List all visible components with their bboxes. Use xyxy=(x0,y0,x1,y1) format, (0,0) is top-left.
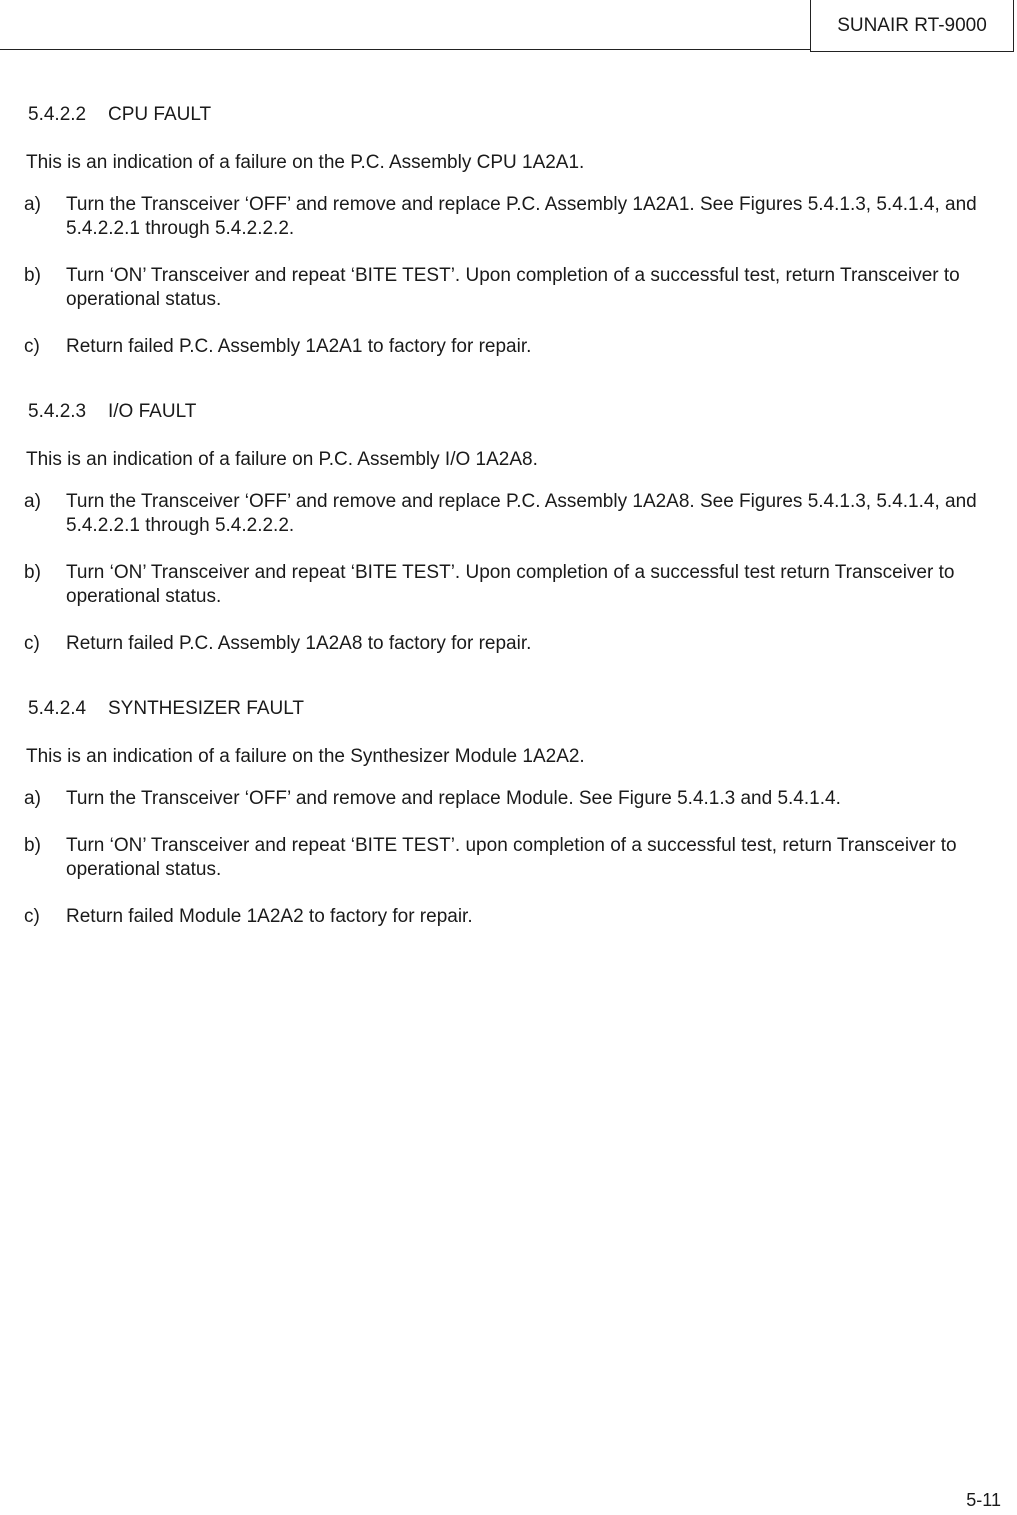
document-title: SUNAIR RT-9000 xyxy=(837,14,987,36)
step-text: Return failed Module 1A2A2 to factory for repair. xyxy=(66,906,473,927)
document-body xyxy=(20,104,1015,971)
step-text: Turn the Transceiver ‘OFF’ and remove and replace P.C. Assembly 1A2A1. See Figures 5.4.1.3, 5.4.1.4, and 5.4.2.2.1 through 5.4.2.2.2. xyxy=(66,194,977,239)
step-letter: a) xyxy=(24,788,41,809)
section-title: CPU FAULT xyxy=(108,104,212,125)
step-letter: b) xyxy=(24,835,41,856)
page-number: 5-11 xyxy=(966,1490,1001,1510)
section-heading xyxy=(28,104,1015,126)
step-text: Turn the Transceiver ‘OFF’ and remove and replace Module. See Figure 5.4.1.3 and 5.4.1.4. xyxy=(66,788,841,809)
step-item xyxy=(20,335,1015,359)
section-io-fault xyxy=(20,401,1015,656)
step-letter: b) xyxy=(24,265,41,286)
step-item xyxy=(20,490,1015,538)
section-intro: This is an indication of a failure on the Synthesizer Module 1A2A2. xyxy=(26,746,585,767)
section-number: 5.4.2.4 xyxy=(28,698,87,719)
step-letter: c) xyxy=(24,336,40,357)
section-synthesizer-fault xyxy=(20,698,1015,929)
section-number: 5.4.2.2 xyxy=(28,104,87,125)
step-text: Turn ‘ON’ Transceiver and repeat ‘BITE TEST’. upon completion of a successful test, return Transceiver to operational status. xyxy=(66,835,957,880)
step-letter: c) xyxy=(24,906,40,927)
step-letter: a) xyxy=(24,194,41,215)
header-rule xyxy=(0,49,810,50)
section-number: 5.4.2.3 xyxy=(28,401,87,422)
step-item xyxy=(20,264,1015,312)
section-intro: This is an indication of a failure on the P.C. Assembly CPU 1A2A1. xyxy=(26,152,585,173)
step-item xyxy=(20,787,1015,811)
step-text: Turn ‘ON’ Transceiver and repeat ‘BITE TEST’. Upon completion of a successful test, return Transceiver to operational status. xyxy=(66,265,960,310)
step-item xyxy=(20,834,1015,882)
step-letter: c) xyxy=(24,633,40,654)
step-text: Return failed P.C. Assembly 1A2A8 to factory for repair. xyxy=(66,633,532,654)
section-cpu-fault xyxy=(20,104,1015,359)
step-item xyxy=(20,561,1015,609)
section-title: SYNTHESIZER FAULT xyxy=(108,698,305,719)
section-heading xyxy=(28,401,1015,423)
step-item xyxy=(20,632,1015,656)
step-letter: a) xyxy=(24,491,41,512)
section-title: I/O FAULT xyxy=(108,401,197,422)
document-title-box xyxy=(810,0,1014,52)
step-text: Turn ‘ON’ Transceiver and repeat ‘BITE TEST’. Upon completion of a successful test return Transceiver to operational status. xyxy=(66,562,955,607)
step-item xyxy=(20,193,1015,241)
step-text: Return failed P.C. Assembly 1A2A1 to factory for repair. xyxy=(66,336,532,357)
step-text: Turn the Transceiver ‘OFF’ and remove and replace P.C. Assembly 1A2A8. See Figures 5.4.1.3, 5.4.1.4, and 5.4.2.2.1 through 5.4.2.2.2. xyxy=(66,491,977,536)
step-letter: b) xyxy=(24,562,41,583)
step-item xyxy=(20,905,1015,929)
section-heading xyxy=(28,698,1015,720)
section-intro: This is an indication of a failure on P.C. Assembly I/O 1A2A8. xyxy=(26,449,538,470)
